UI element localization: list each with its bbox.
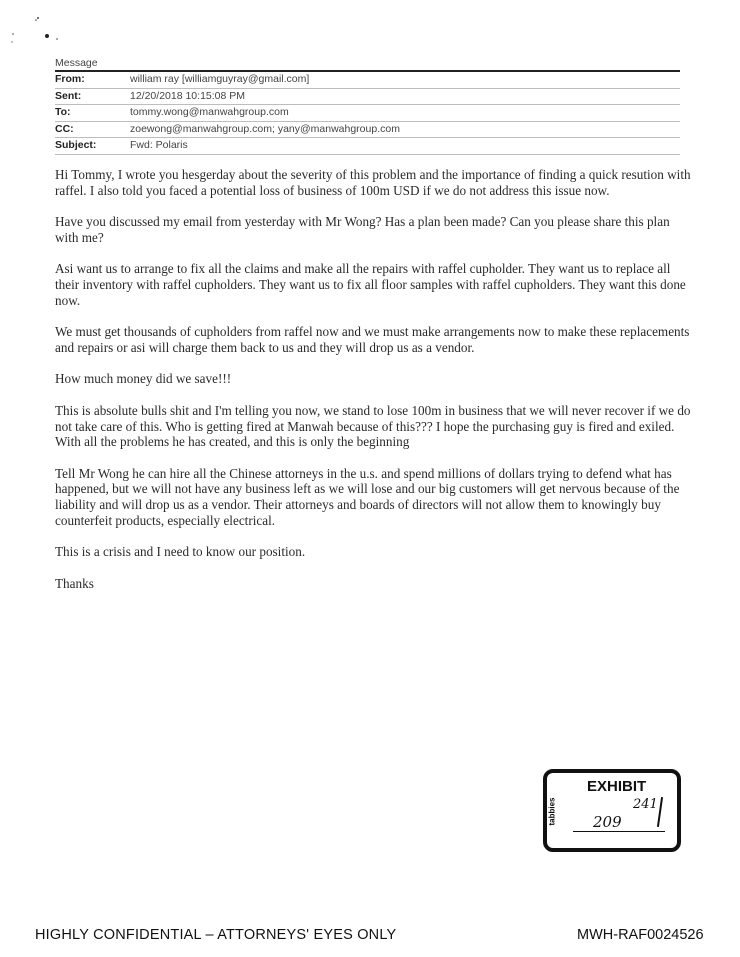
exhibit-signature-line [573, 831, 665, 832]
exhibit-handwritten-number-2: 209 [593, 813, 622, 831]
body-paragraph: Have you discussed my email from yesterday with Mr Wong? Has a plan been made? Can you please share this plan with me? [55, 214, 670, 245]
exhibit-handwritten-number: 241 [633, 797, 658, 812]
body-paragraph: We must get thousands of cupholders from raffel now and we must make arrangements now to make these replacements and repairs or asi will charge them back to us and they will drop us as a vendor. [55, 324, 690, 355]
subject-label: Subject: [55, 139, 97, 151]
body-signoff: Thanks [55, 575, 94, 591]
exhibit-sticker [543, 769, 681, 852]
sent-value: 12/20/2018 10:15:08 PM [130, 89, 246, 102]
exhibit-brand: tabbies [547, 797, 557, 826]
body-paragraph: This is absolute bulls shit and I'm telling you now, we stand to lose 100m in business that we will never recover if we do not take care of this. Who is getting fired at Manwah because of this??? I hope the purchasing guy is fired and exiled. With all the problems he has created, and this is only the beginning [55, 402, 691, 450]
body-paragraph: How much money did we save!!! [55, 371, 232, 387]
header-row-sent [55, 89, 680, 106]
from-value: william ray [williamguyray@gmail.com] [130, 73, 310, 85]
from-label: From: [55, 73, 85, 85]
body-paragraph: This is a crisis and I need to know our position. [55, 544, 306, 560]
body-paragraph: Hi Tommy, I wrote you hesgerday about the severity of this problem and the importance of finding a quick resution with raffel. I also told you faced a potential loss of business of 100m USD if we do not address this issue now. [55, 167, 691, 198]
to-value: tommy.wong@manwahgroup.com [130, 106, 289, 118]
exhibit-title: EXHIBIT [587, 778, 647, 795]
bates-number: MWH-RAF0024526 [577, 927, 704, 943]
body-paragraph: Asi want us to arrange to fix all the claims and make all the repairs with raffel cupholder. They want us to replace all their inventory with raffel cupholders. They want us to fix all floor samples with raffel cupholders. They want this done now. [55, 261, 686, 308]
subject-value: Fwd: Polaris [130, 139, 188, 151]
header-title: Message [55, 57, 98, 69]
header-row-subject [55, 138, 680, 155]
cc-label: CC: [55, 122, 74, 135]
scan-specks [10, 12, 70, 52]
to-label: To: [55, 106, 71, 118]
confidentiality-footer: HIGHLY CONFIDENTIAL – ATTORNEYS' EYES ONLY [35, 927, 397, 943]
header-row-from [55, 72, 680, 89]
email-body [55, 167, 695, 607]
header-row-cc [55, 122, 680, 139]
email-header [55, 57, 680, 155]
body-paragraph: Tell Mr Wong he can hire all the Chinese attorneys in the u.s. and spend millions of dollars trying to defend what has happened, but we will not have any business left as we will lose and our big customers will get nervous because of the liability and will drop us as a vendor. Their attorneys and boards of directors will not allow them to knowingly buy counterfeit products, especially electrical. [55, 465, 680, 528]
cc-value: zoewong@manwahgroup.com; yany@manwahgroup.com [130, 122, 400, 135]
sent-label: Sent: [55, 89, 82, 102]
header-row-to [55, 105, 680, 122]
